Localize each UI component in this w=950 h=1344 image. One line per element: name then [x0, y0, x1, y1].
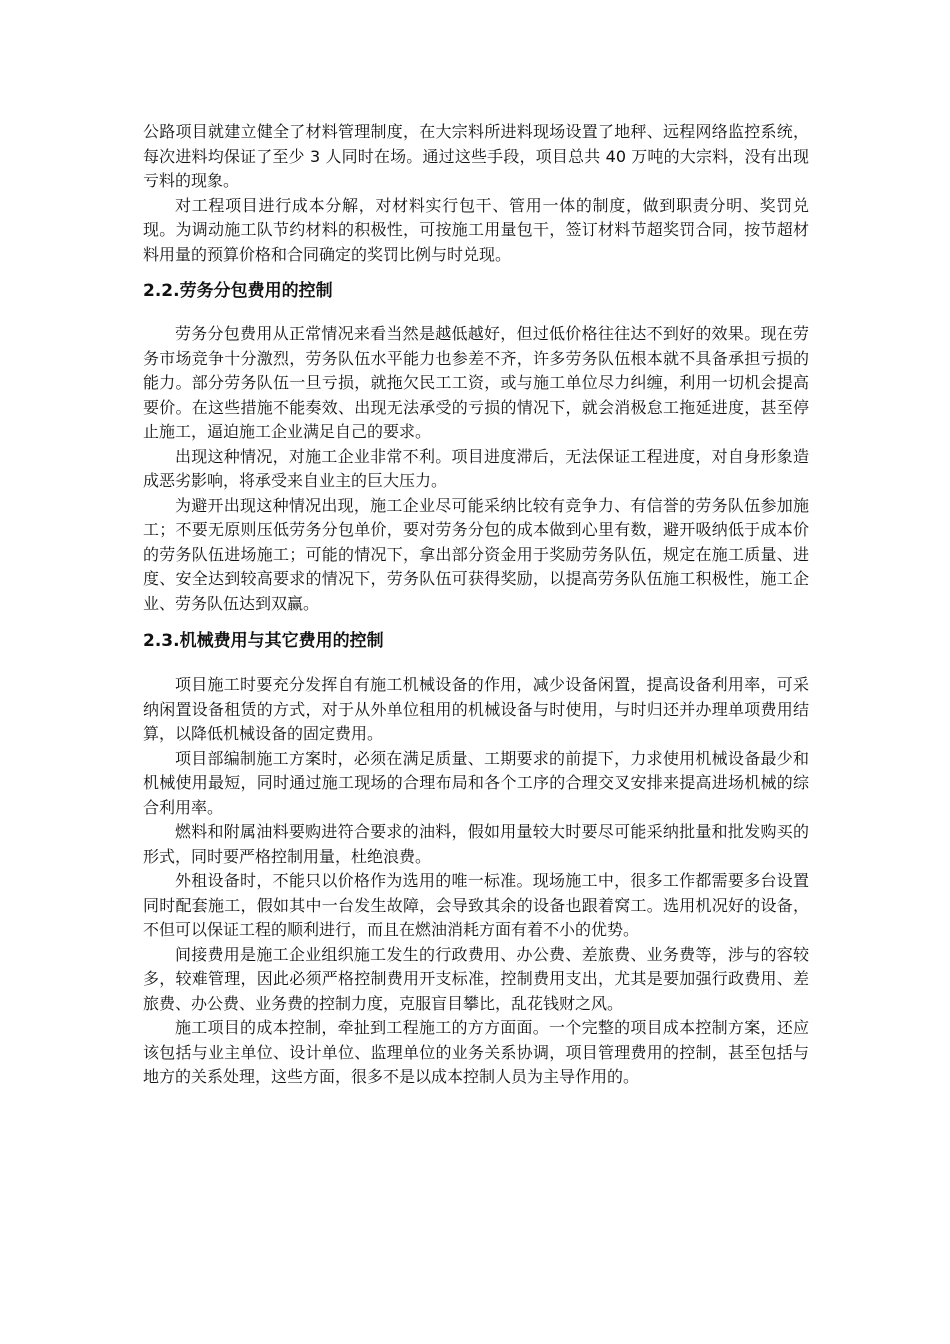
paragraph-material-management: 公路项目就建立健全了材料管理制度，在大宗料所进料现场设置了地秤、远程网络监控系统，每次进料均保证了至少 3 人同时在场。通过这些手段，项目总共 40 万吨的大宗料，没有出现亏料的现象。	[143, 122, 809, 190]
section-heading-machinery-other-cost: 2.3.机械费用与其它费用的控制	[143, 631, 384, 651]
section-heading-labor-subcontract: 2.2.劳务分包费用的控制	[143, 281, 333, 301]
document-page	[143, 120, 809, 1090]
paragraph-avoidance-measures: 为避开出现这种情况出现，施工企业尽可能采纳比较有竞争力、有信誉的劳务队伍参加施工；不要无原则压低劳务分包单价，要对劳务分包的成本做到心里有数，避开吸纳低于成本价的劳务队伍进场施工；可能的情况下，拿出部分资金用于奖励劳务队伍，规定在施工质量、进度、安全达到较高要求的情况下，劳务队伍可获得奖励，以提高劳务队伍施工积极性，施工企业、劳务队伍达到双赢。	[143, 495, 809, 613]
paragraph-equipment-utilization: 项目施工时要充分发挥自有施工机械设备的作用，减少设备闲置，提高设备利用率，可采纳闲置设备租赁的方式，对于从外单位租用的机械设备与时使用，与时归还并办理单项费用结算，以降低机械设备的固定费用。	[143, 675, 809, 743]
paragraph-cost-decomposition: 对工程项目进行成本分解，对材料实行包干、管用一体的制度，做到职责分明、奖罚兑现。为调动施工队节约材料的积极性，可按施工用量包干，签订材料节超奖罚合同，按节超材料用量的预算价格和合同确定的奖罚比例与时兑现。	[143, 195, 809, 264]
paragraph-indirect-cost: 间接费用是施工企业组织施工发生的行政费用、办公费、差旅费、业务费等，涉与的容较多，较难管理，因此必须严格控制费用开支标准，控制费用支出，尤其是要加强行政费用、差旅费、办公费、业务费的控制力度，克服盲目攀比，乱花钱财之风。	[143, 944, 809, 1013]
paragraph-cost-control-summary: 施工项目的成本控制，牵扯到工程施工的方方面面。一个完整的项目成本控制方案，还应该包括与业主单位、设计单位、监理单位的业务关系协调，项目管理费用的控制，甚至包括与地方的关系处理，这些方面，很多不是以成本控制人员为主导作用的。	[143, 1018, 809, 1086]
paragraph-construction-plan: 项目部编制施工方案时，必须在满足质量、工期要求的前提下，力求使用机械设备最少和机械使用最短，同时通过施工现场的合理布局和各个工序的合理交叉安排来提高进场机械的综合利用率。	[143, 748, 809, 817]
paragraph-rented-equipment: 外租设备时，不能只以价格作为选用的唯一标准。现场施工中，很多工作都需要多台设置同时配套施工，假如其中一台发生故障，会导致其余的设备也跟着窝工。选用机况好的设备，不但可以保证工程的顺利进行，而且在燃油消耗方面有着不小的优势。	[143, 871, 809, 939]
paragraph-labor-cost: 劳务分包费用从正常情况来看当然是越低越好，但过低价格往往达不到好的效果。现在劳务市场竞争十分激烈，劳务队伍水平能力也参差不齐，许多劳务队伍根本就不具备承担亏损的能力。部分劳务队伍一旦亏损，就拖欠民工工资，或与施工单位尽力纠缠，利用一切机会提高要价。在这些措施不能奏效、出现无法承受的亏损的情况下，就会消极怠工拖延进度，甚至停止施工，逼迫施工企业满足自己的要求。	[143, 324, 809, 441]
paragraph-fuel-oil: 燃料和附属油料要购进符合要求的油料，假如用量较大时要尽可能采纳批量和批发购买的形式，同时要严格控制用量，杜绝浪费。	[143, 822, 809, 866]
paragraph-adverse-situation: 出现这种情况，对施工企业非常不利。项目进度滞后，无法保证工程进度，对自身形象造成恶劣影响，将承受来自业主的巨大压力。	[143, 446, 809, 490]
